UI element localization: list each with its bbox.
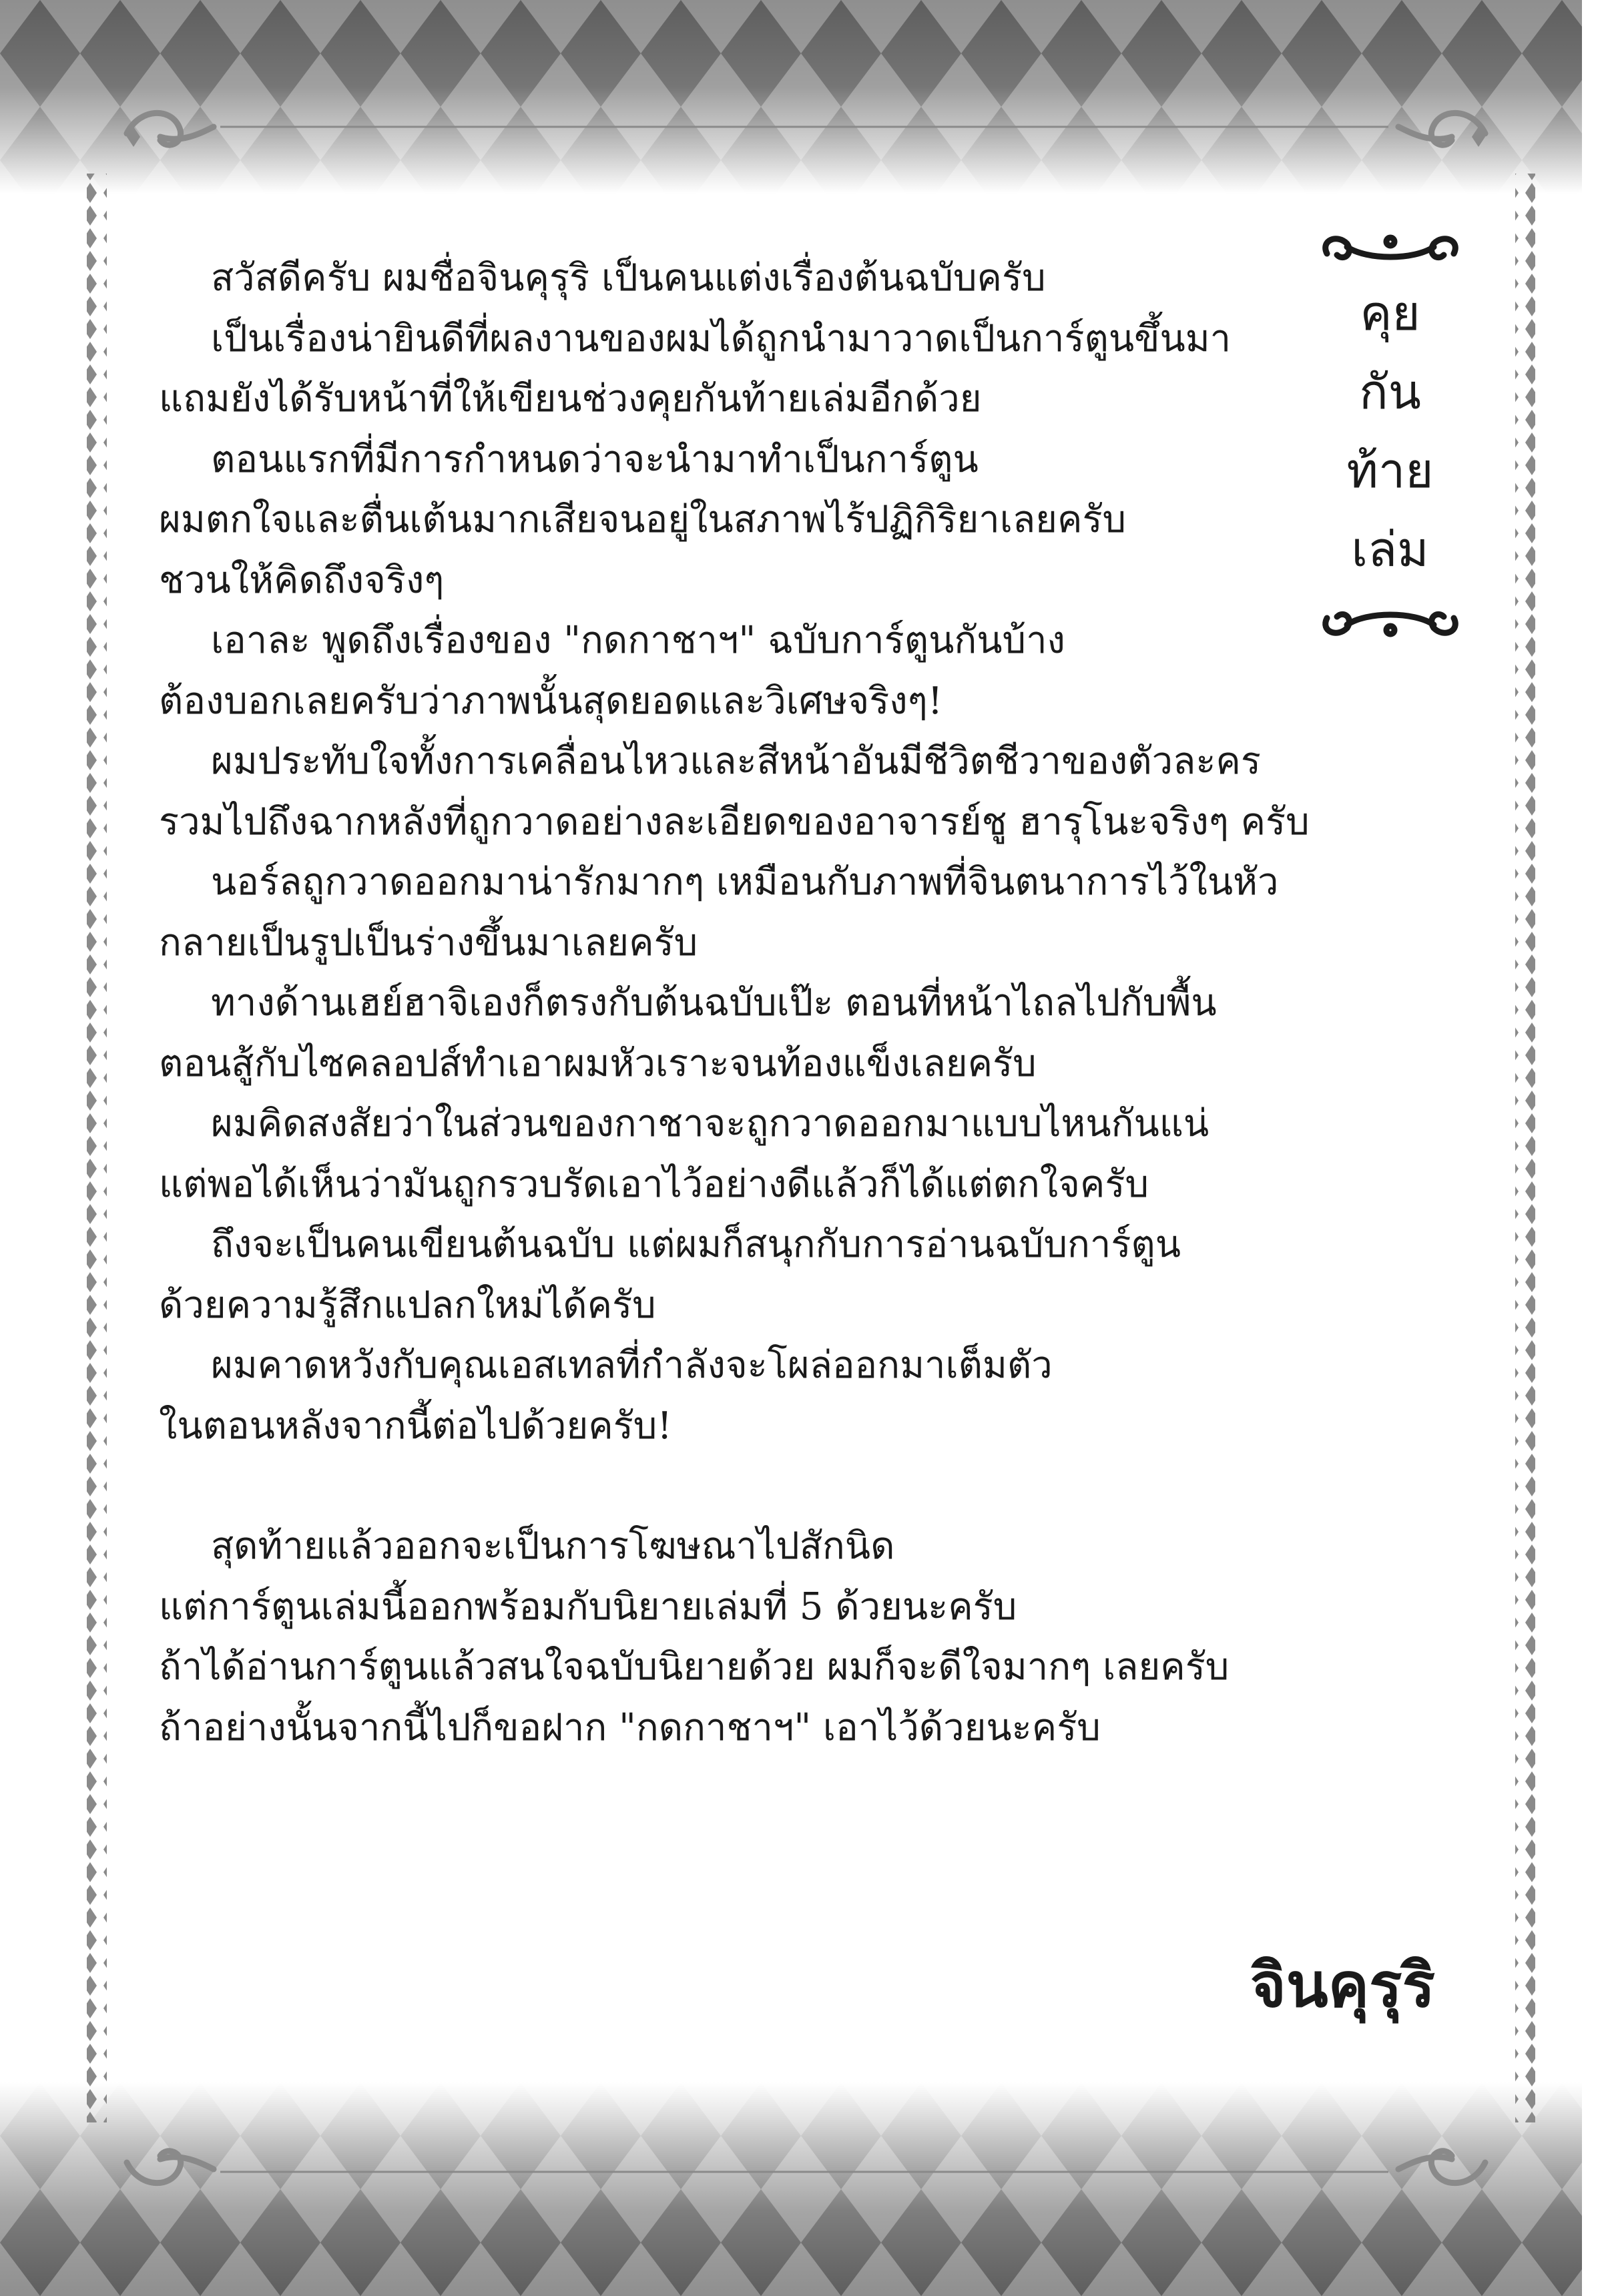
body-line: สุดท้ายแล้วออกจะเป็นการโฆษณาไปสักนิด [211, 1524, 895, 1568]
body-line: ชวนให้คิดถึงจริงๆ [159, 558, 445, 602]
body-line: สวัสดีครับ ผมชื่อจินคุรุริ เป็นคนแต่งเรื่องต้นฉบับครับ [211, 256, 1046, 300]
body-line: ผมประทับใจทั้งการเคลื่อนไหวและสีหน้าอันมีชีวิตชีวาของตัวละคร [211, 740, 1261, 783]
body-line: ตอนสู้กับไซคลอปส์ทำเอาผมหัวเราะจนท้องแข็งเลยครับ [159, 1041, 1037, 1085]
body-line: รวมไปถึงฉากหลังที่ถูกวาดอย่างละเอียดของอาจารย์ชู ฮารุโนะจริงๆ ครับ [159, 800, 1310, 844]
title-word-3: ท้าย [1346, 443, 1434, 499]
afterword-body [159, 248, 1334, 1758]
body-line: ถ้าได้อ่านการ์ตูนแล้วสนใจฉบับนิยายด้วย ผมก็จะดีใจมากๆ เลยครับ [159, 1645, 1230, 1689]
body-line: ผมตกใจและตื่นเต้นมากเสียจนอยู่ในสภาพไร้ปฏิกิริยาเลยครับ [159, 498, 1127, 541]
body-line: นอร์ลถูกวาดออกมาน่ารักมากๆ เหมือนกับภาพที่จินตนาการไว้ในหัว [211, 860, 1279, 904]
body-line: ด้วยความรู้สึกแปลกใหม่ได้ครับ [159, 1283, 656, 1327]
body-line: แต่พอได้เห็นว่ามันถูกรวบรัดเอาไว้อย่างดีแล้วก็ได้แต่ตกใจครับ [159, 1162, 1149, 1206]
body-line: ถึงจะเป็นคนเขียนต้นฉบับ แต่ผมก็สนุกกับการอ่านฉบับการ์ตูน [211, 1223, 1181, 1266]
paragraph-gap [159, 1456, 1334, 1516]
author-signature: จินคุรุริ [1250, 1949, 1435, 2021]
body-line: ผมคิดสงสัยว่าในส่วนของกาชาจะถูกวาดออกมาแบบไหนกันแน่ [211, 1102, 1210, 1145]
title-word-1: คุย [1360, 285, 1420, 341]
title-ornament-bottom-icon [1314, 598, 1467, 645]
body-line: แถมยังได้รับหน้าที่ให้เขียนช่วงคุยกันท้ายเล่มอีกด้วย [159, 377, 982, 420]
body-line: ตอนแรกที่มีการกำหนดว่าจะนำมาทำเป็นการ์ตูน [211, 437, 979, 481]
body-line: ผมคาดหวังกับคุณเอสเทลที่กำลังจะโผล่ออกมาเต็มตัว [211, 1344, 1053, 1387]
body-line: ต้องบอกเลยครับว่าภาพนั้นสุดยอดและวิเศษจริงๆ! [159, 679, 943, 723]
body-line: เอาละ พูดถึงเรื่องของ "กดกาชาฯ" ฉบับการ์ตูนกันบ้าง [211, 619, 1065, 662]
title-word-2: กัน [1359, 364, 1421, 420]
body-line: กลายเป็นรูปเป็นร่างขึ้นมาเลยครับ [159, 920, 698, 964]
body-line: เป็นเรื่องน่ายินดีที่ผลงานของผมได้ถูกนำมาวาดเป็นการ์ตูนขึ้นมา [211, 316, 1232, 360]
title-ornament-top-icon [1314, 227, 1467, 274]
title-word-4: เล่ม [1351, 521, 1429, 577]
body-line: แต่การ์ตูนเล่มนี้ออกพร้อมกับนิยายเล่มที่ 5 ด้วยนะครับ [159, 1585, 1017, 1629]
body-line: ทางด้านเฮย์ฮาจิเองก็ตรงกับต้นฉบับเป๊ะ ตอนที่หน้าไถลไปกับพื้น [211, 981, 1217, 1025]
body-line: ถ้าอย่างนั้นจากนี้ไปก็ขอฝาก "กดกาชาฯ" เอาไว้ด้วยนะครับ [159, 1705, 1101, 1749]
body-line: ในตอนหลังจากนี้ต่อไปด้วยครับ! [159, 1404, 672, 1448]
